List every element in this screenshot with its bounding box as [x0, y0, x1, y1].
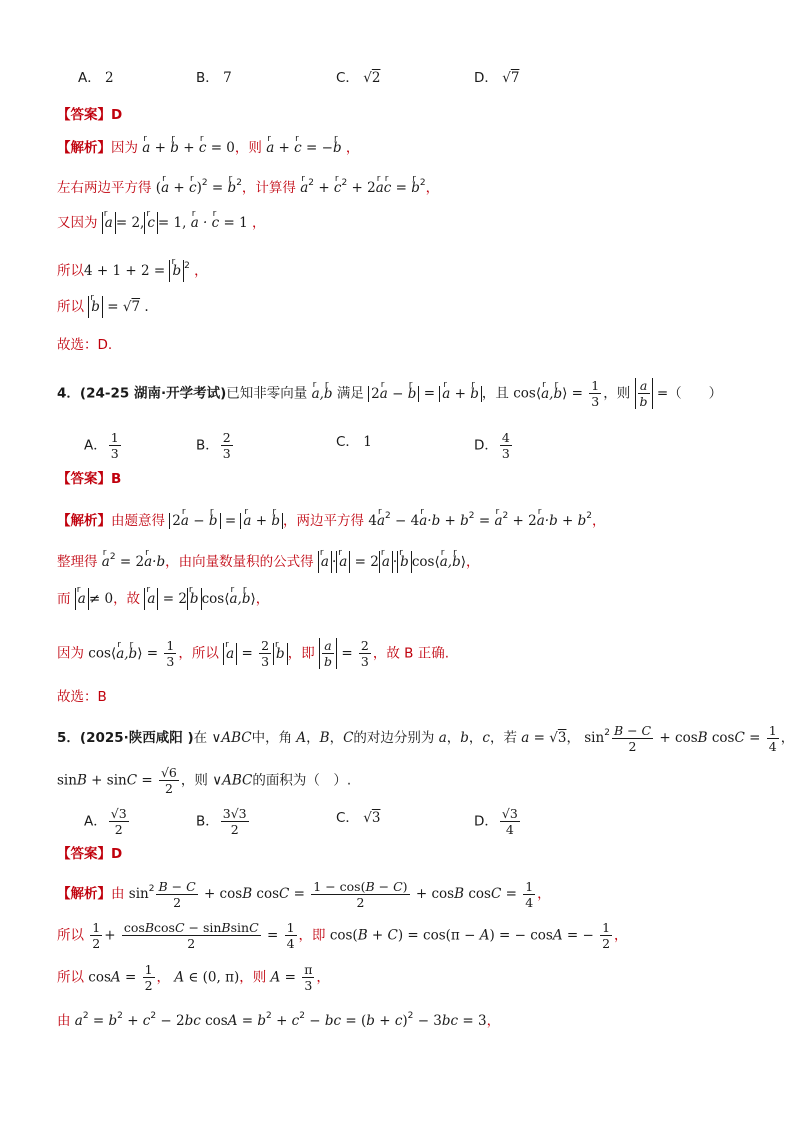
q5-answer: 【答案】D [57, 846, 123, 862]
q5-analysis-line-2: 所以 $\frac{1}{2}$ + $\frac{\text{cosBcosC − sinBsinC}}{2}$ = $\frac{1}{4}$ ，即 cos(B + C) = cos(π − A) = − cosA = − $\frac{1}{2}$ ， [57, 920, 628, 951]
q4-conclusion: 故选：B [57, 689, 107, 705]
q4-option-c: C． 1 [336, 434, 372, 450]
q3-analysis-line-1: 【解析】因为 r a + r b + r c = 0，则 r a + r c = −r b ， [57, 137, 359, 159]
q5-option-d: D． $\frac{√3}{4}$ [474, 806, 518, 837]
q4-option-b: B． $\frac{2}{3}$ [196, 430, 231, 461]
q4-analysis-line-1: 【解析】由题意得 2r a − r b = r a + r b ，两边平方得 4r $a^2 - 4r$ $a\cdot b + b^2 = r$ $a^2 + 2r$ $a\cdot b + b^2$， [57, 505, 606, 532]
q3-option-c: C． √2 [336, 70, 381, 86]
q3-analysis-line-5: 所以 r b = √7 . [57, 296, 149, 318]
q3-analysis-line-2: 左右两边平方得 (r a + r c)$^2$ = r $b^2$，计算得 r $a^2 + r$ $c^2 + 2r$ ar c = r $b^2$， [57, 172, 439, 199]
q4-answer: 【答案】B [57, 471, 122, 487]
q4-option-d: D． $\frac{4}{3}$ [474, 430, 510, 461]
q4-option-a: A． $\frac{1}{3}$ [84, 430, 119, 461]
q3-option-d: D． √7 [474, 70, 520, 86]
q4-analysis-line-2: 整理得 r $a^2 = 2r$ a·b，由向量数量积的公式得 r a ·r a = 2r a ·r b cos⟨r a,r b⟩， [57, 546, 480, 573]
q5-analysis-line-3: 所以 cosA = $\frac{1}{2}$ ， A ∈ (0, π)，则 A = $\frac{\pi}{3}$ ， [57, 962, 330, 993]
q3-analysis-line-4: 所以4 + 1 + 2 = r b $^2$ ， [57, 255, 208, 282]
q5-stem-line-2: sinB + sinC = $\frac{√6}{2}$ ，则 ∨ABC的面积为（ ）. [57, 765, 352, 796]
q3-conclusion: 故选：D. [57, 337, 113, 353]
q5-option-b: B． $\frac{3√3}{2}$ [196, 806, 247, 837]
q4-stem: 4．(24-25 湖南·开学考试)已知非零向量 r a,r b 满足 2r a − r b = r a + r b ，且 cos⟨r a,r b⟩ = $\frac{1}{3}$ ，则 $\frac{a}{b}$ =（ ） [57, 378, 722, 409]
q5-option-c: C． √3 [336, 810, 381, 826]
q5-stem-line-1: 5．(2025·陕西咸阳 )在 ∨ABC中，角 A，B，C的对边分别为 a，b，c，若 a = √3， $\sin^2$ $\frac{B - C}{2}$ + cosB cosC = $\frac{1}{4}$ ， [57, 722, 794, 754]
q3-option-a: A． 2 [78, 70, 114, 86]
q5-analysis-line-1: 【解析】由 $\sin^2$ $\frac{B - C}{2}$ + cosB cosC = $\frac{1 - \cos(B - C)}{2}$ + cosB cosC = $\frac{1}{4}$ ， [57, 878, 551, 910]
q4-analysis-line-3: 而 r a ≠ 0，故 r a = 2r b cos⟨r a,r b⟩， [57, 588, 269, 610]
q3-answer: 【答案】D [57, 107, 123, 123]
q5-analysis-line-4: 由 $a^2 = b^2 + c^2 - 2bc$ $\cos A = b^2 + c^2$ − bc = $(b + c)^2 - 3bc = 3$， [57, 1011, 501, 1029]
q3-analysis-line-3: 又因为 r a = 2,r c = 1, r a · r c = 1 ， [57, 212, 265, 234]
q3-option-b: B． 7 [196, 70, 232, 86]
q4-analysis-line-4: 因为 cos⟨r a,r b⟩ = $\frac{1}{3}$ ，所以 r a = $\frac{2}{3}$ r b ，即 $\frac{a}{b}$ = $\frac{2}{3}$ ，故 B 正确. [57, 638, 449, 669]
q5-option-a: A． $\frac{√3}{2}$ [84, 806, 127, 837]
